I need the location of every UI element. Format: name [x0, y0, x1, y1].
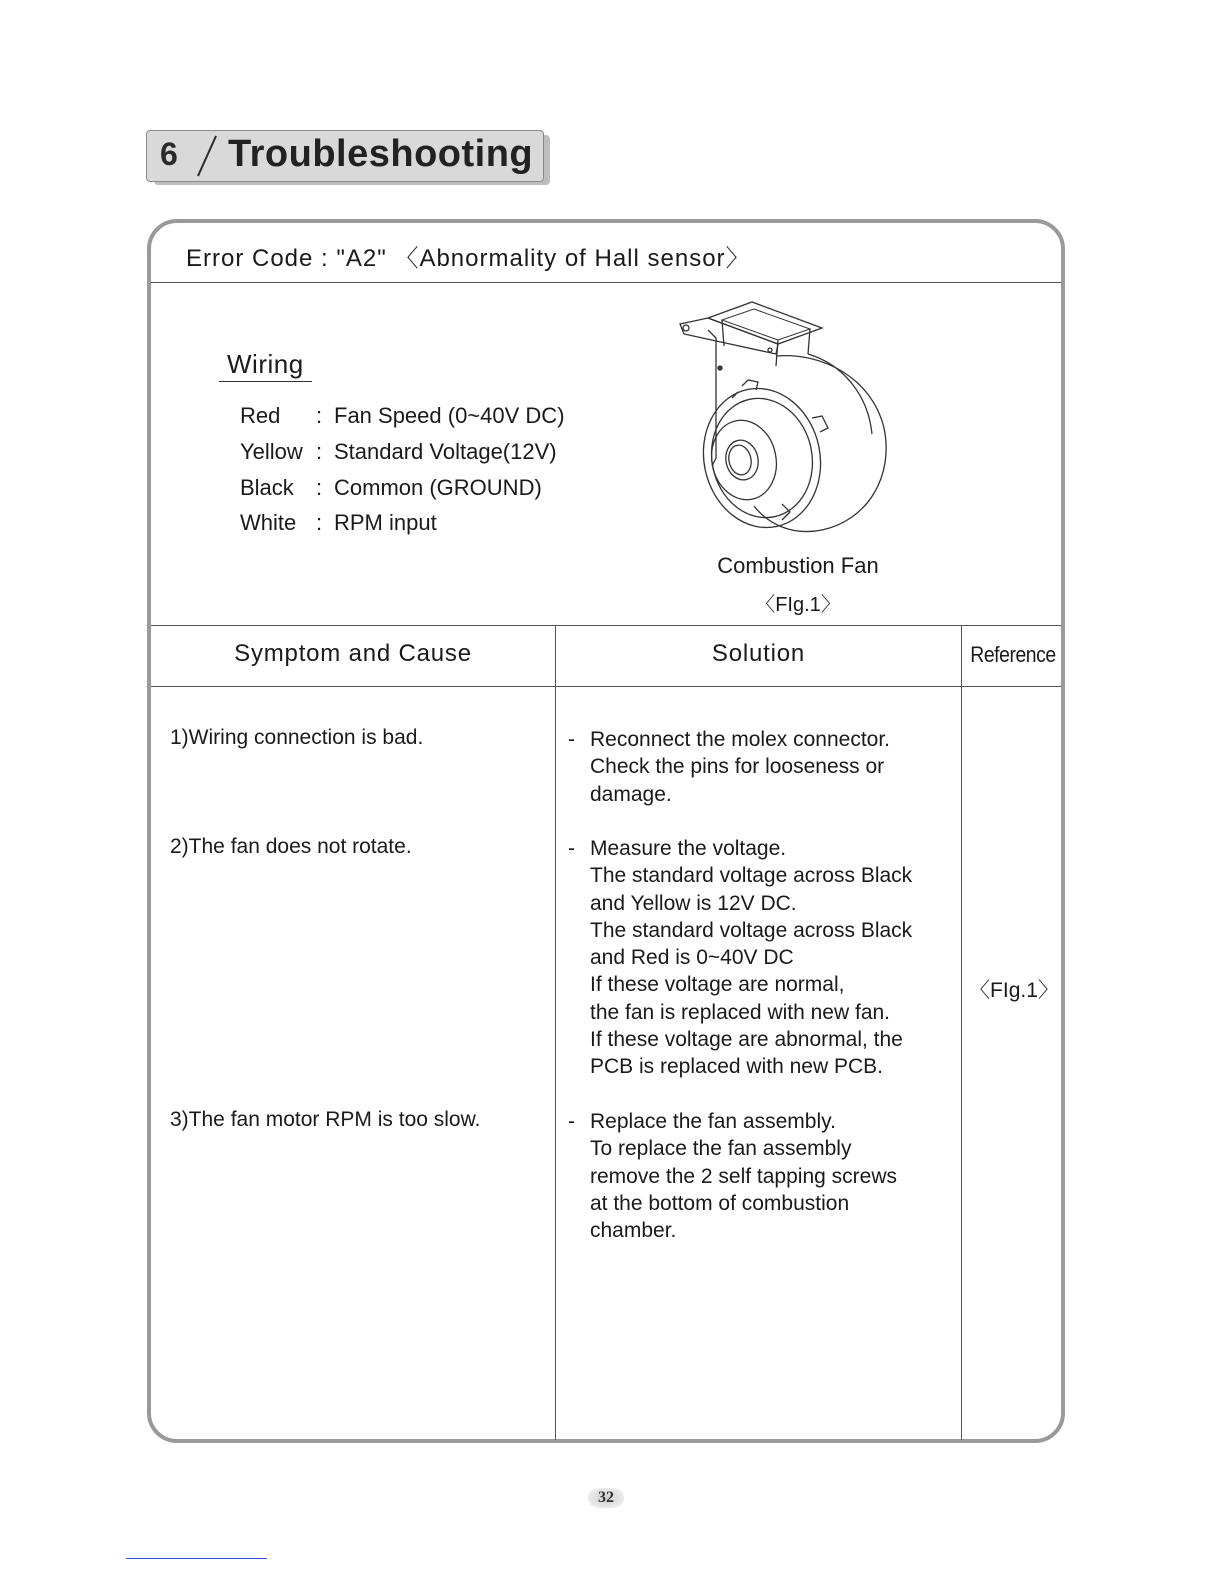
divider-column-2 — [961, 625, 962, 1440]
wiring-row-red — [240, 403, 565, 429]
wiring-underline — [219, 381, 312, 382]
wire-description: Common (GROUND) — [334, 475, 542, 500]
header-solution: Solution — [711, 640, 806, 667]
wire-description: RPM input — [334, 510, 437, 535]
solution-line: Reconnect the molex connector. — [590, 728, 891, 751]
wire-separator: : — [316, 475, 323, 500]
cause-item: 1)Wiring connection is bad. — [170, 726, 424, 749]
cause-item: 3)The fan motor RPM is too slow. — [170, 1108, 481, 1131]
solution-line: the fan is replaced with new fan. — [590, 1000, 891, 1024]
solution-line: at the bottom of combustion — [590, 1191, 850, 1215]
wiring-row-black — [240, 475, 542, 501]
slash-divider-icon — [182, 130, 222, 182]
divider-table-top — [151, 625, 1061, 626]
solution-line: PCB is replaced with new PCB. — [590, 1055, 883, 1079]
wiring-row-yellow — [240, 439, 557, 465]
section-number: 6 — [160, 136, 178, 172]
page-number: 32 — [588, 1488, 624, 1508]
reference-cell: 〈FIg.1〉 — [969, 979, 1059, 1002]
combustion-fan-icon — [672, 298, 892, 548]
solution-dash: - — [568, 837, 575, 860]
wire-color: Black — [240, 475, 294, 500]
divider-column-1 — [555, 625, 556, 1440]
solution-line: The standard voltage across Black — [590, 864, 913, 888]
wire-color: Red — [240, 403, 281, 428]
solution-line: damage. — [590, 782, 672, 806]
solution-line: If these voltage are normal, — [590, 973, 845, 997]
wire-color: Yellow — [240, 439, 303, 464]
wire-description: Fan Speed (0~40V DC) — [334, 403, 565, 428]
solution-line: Measure the voltage. — [590, 837, 787, 860]
header-reference: Reference — [970, 642, 1056, 667]
divider-header-bottom — [151, 686, 1061, 687]
figure-caption: Combustion Fan — [717, 553, 879, 578]
solution-dash: - — [568, 728, 575, 751]
bottom-link-line — [126, 1558, 267, 1559]
divider-title — [151, 282, 1061, 283]
solution-line: and Red is 0~40V DC — [590, 946, 794, 970]
wire-description: Standard Voltage(12V) — [334, 439, 557, 464]
figure-label: 〈FIg.1〉 — [755, 594, 841, 616]
wire-separator: : — [316, 439, 323, 464]
solution-line: chamber. — [590, 1219, 677, 1243]
solution-dash: - — [568, 1110, 575, 1133]
wire-color: White — [240, 510, 297, 535]
solution-line: Replace the fan assembly. — [590, 1110, 836, 1133]
solution-line: Check the pins for looseness or — [590, 755, 885, 779]
cause-item: 2)The fan does not rotate. — [170, 835, 412, 858]
solution-line: and Yellow is 12V DC. — [590, 891, 797, 915]
header-symptom: Symptom and Cause — [234, 640, 472, 667]
solution-line: To replace the fan assembly — [590, 1137, 852, 1161]
section-heading — [146, 130, 544, 182]
solution-line: If these voltage are abnormal, the — [590, 1028, 903, 1052]
solution-line: The standard voltage across Black — [590, 918, 913, 942]
solution-line: remove the 2 self tapping screws — [590, 1164, 897, 1188]
wire-separator: : — [316, 510, 323, 535]
section-title: Troubleshooting — [228, 133, 534, 175]
wiring-row-white — [240, 510, 437, 536]
wire-separator: : — [316, 403, 323, 428]
wiring-heading: Wiring — [227, 349, 304, 379]
error-code-title: Error Code : "A2" 〈Abnormality of Hall sensor〉 — [186, 245, 751, 272]
